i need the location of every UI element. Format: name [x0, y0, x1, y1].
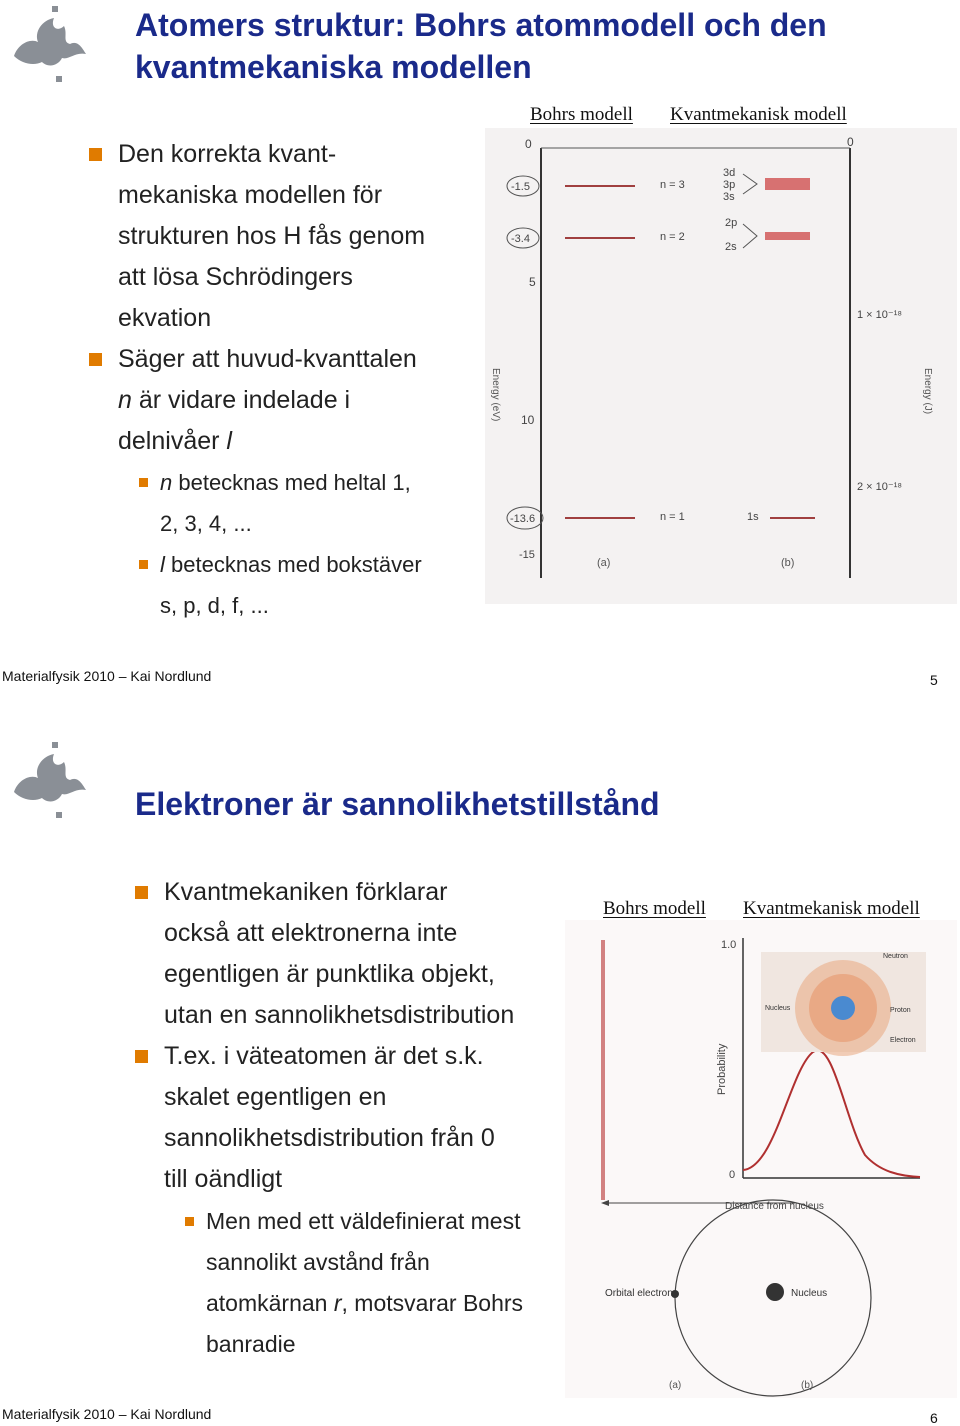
- sub-bullet-item: n betecknas med heltal 1, 2, 3, 4, ...: [160, 462, 480, 544]
- bullet-line: Den korrekta kvant-: [118, 140, 337, 168]
- axis-label: Probability: [716, 1043, 728, 1095]
- tick-label: -15: [519, 549, 535, 561]
- slide-title: [135, 4, 935, 88]
- tick-label: 0: [729, 1169, 736, 1181]
- caption-qm: Kvantmekanisk modell: [743, 898, 920, 919]
- bullet-item: Kvantmekaniken förklarar också att elektronerna inte egentligen är punktlika objekt, utan en sannolikhetsdistribution: [164, 872, 564, 1036]
- bullet-line: Säger att huvud-kvanttalen: [118, 345, 417, 373]
- level-label: n = 2: [660, 231, 685, 243]
- title-line-2: kvantmekaniska modellen: [135, 49, 532, 85]
- footer: Materialfysik 2010 – Kai Nordlund: [2, 668, 212, 684]
- probability-figure: [565, 920, 957, 1398]
- bullet-line: mekaniska modellen för: [118, 181, 383, 209]
- flame-logo-icon: [8, 4, 92, 88]
- bullet-line: ekvation: [118, 304, 212, 332]
- tick-label: 5: [529, 275, 536, 289]
- level-label: 1s: [747, 511, 759, 523]
- bullet-marker-icon: [89, 353, 102, 366]
- caption-bohr: Bohrs modell: [530, 104, 633, 125]
- level-label: n = 1: [660, 511, 685, 523]
- svg-text:Orbital electron: Orbital electron: [605, 1288, 673, 1299]
- caption-qm: Kvantmekanisk modell: [670, 104, 847, 125]
- axis-label: Energy (eV): [490, 368, 501, 422]
- sub-bullet-item: l betecknas med bokstäver s, p, d, f, ...: [160, 544, 480, 626]
- svg-text:Proton: Proton: [890, 1007, 911, 1014]
- caption-bohr: Bohrs modell: [603, 898, 706, 919]
- tick-label: -3.4: [511, 233, 530, 245]
- tick-label: 10: [521, 413, 535, 427]
- svg-text:(a): (a): [669, 1380, 682, 1391]
- bullet-list: [118, 134, 478, 462]
- svg-text:Neutron: Neutron: [883, 953, 908, 960]
- tick-label: 1.0: [721, 939, 737, 951]
- bullet-marker-icon: [135, 1050, 148, 1063]
- axis-label: Energy (J): [922, 368, 933, 415]
- bullet-item: [118, 339, 478, 380]
- tick-label: 0: [847, 135, 854, 149]
- level-label: 3s: [723, 191, 735, 203]
- right-tick: 1 × 10⁻¹⁸: [857, 309, 902, 321]
- sub-bullet-list: [160, 462, 480, 626]
- svg-text:Electron: Electron: [890, 1037, 916, 1044]
- energy-level-figure: [485, 128, 957, 604]
- bullet-line: delnivåer l: [118, 427, 232, 455]
- svg-text:Nucleus: Nucleus: [791, 1288, 828, 1299]
- page-number: 5: [930, 672, 938, 688]
- level-label: 3p: [723, 179, 736, 191]
- tick-label: -13.6: [510, 513, 536, 525]
- sub-bullet-item: Men med ett väldefinierat mest sannolikt avstånd från atomkärnan r, motsvarar Bohrs banradie: [206, 1201, 566, 1365]
- bullet-line: n är vidare indelade i: [118, 386, 351, 414]
- atom-diagram: [761, 952, 926, 1056]
- tick-label: -1.5: [511, 181, 530, 193]
- sub-bullet-list: [206, 1201, 566, 1365]
- bullet-line: strukturen hos H fås genom: [118, 222, 426, 250]
- bullet-item: T.ex. i väteatomen är det s.k. skalet egentligen en sannolikhetsdistribution från 0 till oändligt: [164, 1036, 564, 1200]
- slide-title: Elektroner är sannolikhetstillstånd: [135, 786, 660, 822]
- bullet-list: [164, 872, 564, 1200]
- bullet-marker-icon: [89, 148, 102, 161]
- footer: Materialfysik 2010 – Kai Nordlund: [2, 1406, 212, 1422]
- title-line-1: Atomers struktur: Bohrs atommodell och den: [135, 7, 827, 43]
- right-tick: 2 × 10⁻¹⁸: [857, 481, 902, 493]
- panel-label: (a): [597, 557, 611, 569]
- sub-bullet-marker-icon: [139, 478, 148, 487]
- level-label: 2p: [725, 217, 738, 229]
- flame-logo-icon: [8, 740, 92, 824]
- tick-label: 0: [525, 137, 532, 151]
- level-label: 2s: [725, 241, 737, 253]
- sub-bullet-marker-icon: [185, 1217, 194, 1226]
- bullet-marker-icon: [135, 886, 148, 899]
- sub-bullet-marker-icon: [139, 560, 148, 569]
- page-number: 6: [930, 1410, 938, 1426]
- panel-label: (b): [781, 557, 795, 569]
- university-logo-top: [8, 4, 92, 88]
- svg-text:(b): (b): [801, 1380, 814, 1391]
- level-label: 3d: [723, 167, 736, 179]
- axis-label: Distance from nucleus: [725, 1201, 824, 1212]
- bullet-line: att lösa Schrödingers: [118, 263, 353, 291]
- level-label: n = 3: [660, 179, 685, 191]
- svg-text:Nucleus: Nucleus: [765, 1005, 791, 1012]
- university-logo-bottom: [8, 740, 92, 824]
